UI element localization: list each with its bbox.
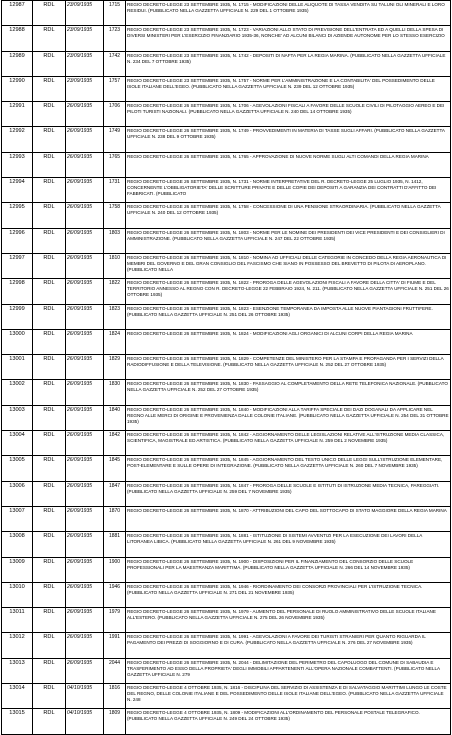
act-number: 1847 <box>104 481 126 506</box>
act-description-text: REGIO DECRETO-LEGGE 26 SETTEMBRE 1935, N. 1842 - AGGIORNAMENTO DELLE LEGISLAZIONI RELATIVE ALL'ISTRUZIONE MEDIA CLASSICA, SCIENTIFICA, MAGISTRALE ED ARTISTICA. (PUBBLICATO NELLA GAZZETTA UFFICIALE N. 259 DEL 2 NOVEMBRE 1935) <box>127 432 445 444</box>
act-date: 26/09/1935 <box>66 152 104 177</box>
act-type: RDL <box>33 506 66 531</box>
record-number: 13009 <box>2 557 33 582</box>
act-type: RDL <box>33 329 66 354</box>
act-date: 04/10/1935 <box>66 709 104 734</box>
act-number: 1822 <box>104 279 126 304</box>
record-number: 13007 <box>2 506 33 531</box>
act-type: RDL <box>33 203 66 228</box>
record-number: 12996 <box>2 228 33 253</box>
act-type: RDL <box>33 405 66 430</box>
table-row <box>2 405 451 430</box>
act-description-text: REGIO DECRETO-LEGGE 26 SETTEMBRE 1935, N. 2044 - DELIMITAZIONE DEL PERIMETRO DEL CAPOLUOGO DEL COMUNE DI SABAUDIA E TRASFERIMENTO AD ESSO DELLA PROPRIETA' DEGLI IMMOBILI APPARTENENTI ALL'OPERA NAZIONALE COMBATTENTI. (PUBBLICATO NELLA GAZZETTA UFFICIALE N. 279 <box>127 659 440 677</box>
act-description-text: REGIO DECRETO-LEGGE 26 SETTEMBRE 1935, N. 1824 - MODIFICAZIONI AGLI ORGANICI DI ALCUNI CORPI DELLA REGIA MARINA <box>127 330 413 336</box>
record-number: 13000 <box>2 329 33 354</box>
act-description-text: REGIO DECRETO-LEGGE 23 SETTEMBRE 1935, N. 1723 - VARIAZIONI ALLO STATO DI PREVISIONE DELL'ENTRATA ED A QUELLI DELLA SPESA DI DIVERSI MINISTERI PER L'ESERCIZIO FINANZIARIO 1935-36, NONCHE' AD ALCUNI BILANCI DI AZIENDE AUTONOME PER LO STESSO ESERCIZIO <box>127 27 445 39</box>
act-description <box>126 1 451 26</box>
act-date: 26/09/1935 <box>66 127 104 152</box>
act-description <box>126 582 451 607</box>
record-number: 13004 <box>2 431 33 456</box>
table-row <box>2 253 451 278</box>
act-date: 26/09/1935 <box>66 532 104 557</box>
act-date: 26/09/1935 <box>66 329 104 354</box>
table-row <box>2 1 451 26</box>
act-number: 1823 <box>104 304 126 329</box>
act-date: 26/09/1935 <box>66 279 104 304</box>
table-row <box>2 380 451 405</box>
act-number: 1715 <box>104 1 126 26</box>
act-description <box>126 127 451 152</box>
record-number: 13014 <box>2 684 33 709</box>
act-date: 23/09/1935 <box>66 1 104 26</box>
act-number: 1706 <box>104 102 126 127</box>
act-type: RDL <box>33 481 66 506</box>
act-type: RDL <box>33 51 66 76</box>
record-number: 12989 <box>2 51 33 76</box>
act-description-text: REGIO DECRETO-LEGGE 26 SETTEMBRE 1935, N. 1881 - ISTITUZIONE DI SISTEMI AVVENTIZI PER LA ESECUZIONE DEI LAVORI DELLA LITORANEA LIBICA. (PUBBLICATO NELLA GAZZETTA UFFICIALE N. 261 DEL 9 NOVEMBRE 1935) <box>127 533 423 545</box>
record-number: 13005 <box>2 456 33 481</box>
record-number: 13011 <box>2 608 33 633</box>
table-row <box>2 456 451 481</box>
record-number: 12987 <box>2 1 33 26</box>
act-type: RDL <box>33 633 66 658</box>
act-description <box>126 329 451 354</box>
act-date: 26/09/1935 <box>66 228 104 253</box>
act-description-text: REGIO DECRETO-LEGGE 26 SETTEMBRE 1935, N. 1803 - NORME PER LE NOMINE DEI PRESIDENTI DEI VICE PRESIDENTI E DEI CONSIGLIERI DI AMMINISTRAZIONE. (PUBBLICATO NELLA GAZZETTA UFFICIALE N. 247 DEL 22 OTTOBRE 1935) <box>127 229 445 241</box>
table-row <box>2 355 451 380</box>
act-type: RDL <box>33 380 66 405</box>
record-number: 13010 <box>2 582 33 607</box>
act-number: 1723 <box>104 26 126 51</box>
act-date: 23/09/1935 <box>66 26 104 51</box>
act-type: RDL <box>33 684 66 709</box>
act-date: 26/09/1935 <box>66 608 104 633</box>
table-row <box>2 76 451 101</box>
act-description <box>126 481 451 506</box>
act-date: 23/09/1935 <box>66 76 104 101</box>
act-description <box>126 76 451 101</box>
act-description-text: REGIO DECRETO-LEGGE 23 SETTEMBRE 1935, N. 1715 - MODIFICAZIONI DELLE ALIQUOTE DI TASSA VENDITA SU TALUNI OLI MINERALI E LORO RESIDUI. (PUBBLICATO NELLA GAZZETTA UFFICIALE N. 229 DEL 1 OTTOBRE 1935) <box>127 2 445 13</box>
act-description-text: REGIO DECRETO-LEGGE 26 SETTEMBRE 1935, N. 1991 - AGEVOLAZIONI A FAVORE DEI TURISTI STRANIERI PER QUANTO RIGUARDA IL PAGAMENTO DEI PREZZI DI SOGGIORNO E DI CURA. (PUBBLICATO NELLA GAZZETTA UFFICIALE N. 276 DEL 27 NOVEMBRE 1935) <box>127 634 426 646</box>
act-type: RDL <box>33 178 66 203</box>
record-number: 12999 <box>2 304 33 329</box>
record-number: 12997 <box>2 253 33 278</box>
act-description <box>126 506 451 531</box>
record-number: 13006 <box>2 481 33 506</box>
act-type: RDL <box>33 532 66 557</box>
act-description-text: REGIO DECRETO-LEGGE 26 SETTEMBRE 1935, N. 1847 - PROROGA DELLE SCUOLE E ISTITUTI DI ISTRUZIONE MEDIA TECNICA, PAREGGIATI. (PUBBLICATO NELLA GAZZETTA UFFICIALE N. 259 DEL 7 NOVEMBRE 1935) <box>127 482 440 494</box>
act-number: 1816 <box>104 684 126 709</box>
act-description-text: REGIO DECRETO-LEGGE 26 SETTEMBRE 1935, N. 1900 - DISPOSIZIONI PER IL FINANZIAMENTO DEL CONSORZIO DELLE SCUOLE PROFESSIONALI PER LA MAESTRANZA MARITTIMA. (PUBBLICATO NELLA GAZZETTA UFFICIALE N. 266 DEL 14 NOVEMBRE 1935) <box>127 558 414 570</box>
table-row <box>2 203 451 228</box>
act-number: 1991 <box>104 633 126 658</box>
record-number: 12988 <box>2 26 33 51</box>
table-row <box>2 557 451 582</box>
table-row <box>2 658 451 683</box>
act-type: RDL <box>33 557 66 582</box>
act-date: 26/09/1935 <box>66 456 104 481</box>
act-type: RDL <box>33 279 66 304</box>
table-row <box>2 26 451 51</box>
act-type: RDL <box>33 253 66 278</box>
record-number: 13008 <box>2 532 33 557</box>
record-number: 12998 <box>2 279 33 304</box>
act-description-text: REGIO DECRETO-LEGGE 4 OTTOBRE 1935, N. 1809 - MODIFICAZIONI ALL'ORDINAMENTO DEL PERSONALE POSTALE TELEGRAFICO. (PUBBLICATO NELLA GAZZETTA UFFICIALE N. 249 DEL 24 OTTOBRE 1935) <box>127 710 420 722</box>
act-number: 1824 <box>104 329 126 354</box>
act-number: 1749 <box>104 127 126 152</box>
table-row <box>2 178 451 203</box>
act-date: 26/09/1935 <box>66 633 104 658</box>
act-type: RDL <box>33 709 66 734</box>
table-row <box>2 279 451 304</box>
act-description-text: REGIO DECRETO-LEGGE 26 SETTEMBRE 1935, N. 1706 - AGEVOLAZIONI FISCALI A FAVORE DELLE SCUOLE CIVILI DI PILOTAGGIO AEREO E DEI PILOTI TURISTI NAZIONALI. (PUBBLICATO NELLA GAZZETTA UFFICIALE N. 240 DEL 14 OTTOBRE 1935) <box>127 103 445 115</box>
act-type: RDL <box>33 102 66 127</box>
act-description-text: REGIO DECRETO-LEGGE 26 SETTEMBRE 1935, N. 1822 - PROROGA DELLE AGEVOLAZIONI FISCALI A FAVORE DELLA CITTA' DI FIUME E DEL TERRITORIO ANNESSO AL REGNO CON R. DECRETO-LEGGE 22 FEBBRAIO 1924, N. 211. (PUBBLICATO NELLA GAZZETTA UFFICIALE N. 251 DEL 26 OTTOBRE 1935) <box>127 280 449 298</box>
act-type: RDL <box>33 456 66 481</box>
act-description <box>126 658 451 683</box>
act-description <box>126 228 451 253</box>
table-row <box>2 152 451 177</box>
act-description <box>126 684 451 709</box>
act-description <box>126 26 451 51</box>
act-type: RDL <box>33 355 66 380</box>
decree-register-table <box>1 0 451 735</box>
act-type: RDL <box>33 304 66 329</box>
act-number: 1900 <box>104 557 126 582</box>
act-description-text: REGIO DECRETO-LEGGE 26 SETTEMBRE 1935, N. 1845 - AGGIORNAMENTO DEL TESTO UNICO DELLE LEGGI SULL'ISTRUZIONE ELEMENTARE, POST-ELEMENTARE E SULLE OPERE DI INTEGRAZIONE. (PUBBLICATO NELLA GAZZETTA UFFICIALE N. 260 DEL 7 NOVEMBRE 1935) <box>127 457 443 469</box>
table-row <box>2 684 451 709</box>
record-number: 13012 <box>2 633 33 658</box>
act-description-text: REGIO DECRETO-LEGGE 23 SETTEMBRE 1935, N. 1757 - NORME PER L'AMMINISTRAZIONE E LA CONTABILITA' DEL POSSEDIMENTO DELLE ISOLE ITALIANE DELL'EGEO. (PUBBLICATO NELLA GAZZETTA UFFICIALE N. 239 DEL 12 OTTOBRE 1935) <box>127 77 435 89</box>
act-description <box>126 557 451 582</box>
act-description-text: REGIO DECRETO-LEGGE 26 SETTEMBRE 1935, N. 1829 - COMPETENZE DEL MINISTERO PER LA STAMPA E PROPAGANDA PER I SERVIZI DELLA RADIODIFFUSIONE E DELLA TELEVISIONE. (PUBBLICATO NELLA GAZZETTA UFFICIALE N. 252 DEL 27 OTTOBRE 1935) <box>127 356 444 368</box>
act-number: 1757 <box>104 76 126 101</box>
act-description-text: REGIO DECRETO-LEGGE 26 SETTEMBRE 1935, N. 1840 - MODIFICAZIONI ALLA TARIFFA SPECIALE DEI DAZI DOGANALI DA APPLICARE NEL REGNO ALLE MERCI DI ORIGINE E PROVENIENZA DALLE COLONIE ITALIANE. (PUBBLICATO NELLA GAZZETTA UFFICIALE N. 254 DEL 31 OTTOBRE 1935) <box>127 406 449 424</box>
act-description-text: REGIO DECRETO-LEGGE 26 SETTEMBRE 1935, N. 1946 - RIORDINAMENTO DEI CONSORZI PROVINCIALI PER L'ISTRUZIONE TECNICA. (PUBBLICATO NELLA GAZZETTA UFFICIALE N. 271 DEL 21 NOVEMBRE 1935) <box>127 583 423 595</box>
record-number: 13001 <box>2 355 33 380</box>
act-description-text: REGIO DECRETO-LEGGE 26 SETTEMBRE 1935, N. 1749 - PROVVEDIMENTI IN MATERIA DI TASSE SUGLI AFFARI. (PUBBLICATO NELLA GAZZETTA UFFICIALE N. 238 DEL 9 OTTOBRE 1935) <box>127 128 445 140</box>
act-description <box>126 304 451 329</box>
act-date: 26/09/1935 <box>66 304 104 329</box>
act-date: 26/09/1935 <box>66 431 104 456</box>
act-number: 1840 <box>104 405 126 430</box>
act-number: 1809 <box>104 709 126 734</box>
act-number: 2044 <box>104 658 126 683</box>
record-number: 12992 <box>2 127 33 152</box>
act-type: RDL <box>33 76 66 101</box>
record-number: 13013 <box>2 658 33 683</box>
act-description-text: REGIO DECRETO-LEGGE 26 SETTEMBRE 1935, N. 1830 - PASSAGGIO AL COMPLETAMENTO DELLA RETE TELEFONICA NAZIONALE. (PUBBLICATO NELLA GAZZETTA UFFICIALE N. 252 DEL 27 OTTOBRE 1935) <box>127 381 448 393</box>
record-number: 13002 <box>2 380 33 405</box>
decree-rows <box>2 1 451 735</box>
act-date: 26/09/1935 <box>66 253 104 278</box>
act-description <box>126 253 451 278</box>
act-number: 1742 <box>104 51 126 76</box>
table-row <box>2 582 451 607</box>
act-description <box>126 203 451 228</box>
act-date: 26/09/1935 <box>66 355 104 380</box>
act-date: 26/09/1935 <box>66 178 104 203</box>
act-description-text: REGIO DECRETO-LEGGE 26 SETTEMBRE 1935, N. 1765 - APPROVAZIONE DI NUOVE NORME SUGLI ALTI COMANDI DELLA REGIA MARINA <box>127 153 429 159</box>
record-number: 12990 <box>2 76 33 101</box>
table-row <box>2 506 451 531</box>
act-number: 1765 <box>104 152 126 177</box>
act-description-text: REGIO DECRETO-LEGGE 26 SETTEMBRE 1935, N. 1758 - CONCESSIONE DI UNA PENSIONE STRAORDINARIA. (PUBBLICATO NELLA GAZZETTA UFFICIALE N. 240 DEL 12 OTTOBRE 1935) <box>127 204 441 216</box>
act-date: 26/09/1935 <box>66 405 104 430</box>
act-description-text: REGIO DECRETO-LEGGE 4 OTTOBRE 1935, N. 1816 - DISCIPLINA DEL SERVIZIO DI ASSISTENZA E DI SALVATAGGIO MARITTIMI LUNGO LE COSTE DEL REGNO, DELLE COLONIE ITALIANE E DEL POSSEDIMENTO DELLE ISOLE ITALIANE DELL'EGEO. (PUBBLICATO NELLA GAZZETTA UFFICIALE N. 248 <box>127 685 447 703</box>
act-date: 26/09/1935 <box>66 506 104 531</box>
act-type: RDL <box>33 658 66 683</box>
act-description <box>126 152 451 177</box>
table-row <box>2 608 451 633</box>
act-type: RDL <box>33 1 66 26</box>
act-type: RDL <box>33 26 66 51</box>
act-number: 1842 <box>104 431 126 456</box>
act-description <box>126 279 451 304</box>
act-type: RDL <box>33 127 66 152</box>
table-row <box>2 481 451 506</box>
record-number: 12995 <box>2 203 33 228</box>
table-row <box>2 329 451 354</box>
act-date: 26/09/1935 <box>66 102 104 127</box>
table-row <box>2 102 451 127</box>
table-row <box>2 709 451 734</box>
record-number: 13015 <box>2 709 33 734</box>
act-description <box>126 51 451 76</box>
act-number: 1881 <box>104 532 126 557</box>
act-description <box>126 633 451 658</box>
act-date: 26/09/1935 <box>66 557 104 582</box>
act-description <box>126 355 451 380</box>
act-description <box>126 431 451 456</box>
record-number: 12991 <box>2 102 33 127</box>
act-number: 1870 <box>104 506 126 531</box>
act-description <box>126 456 451 481</box>
table-row <box>2 304 451 329</box>
act-date: 23/09/1935 <box>66 51 104 76</box>
act-number: 1829 <box>104 355 126 380</box>
table-row <box>2 431 451 456</box>
act-date: 26/09/1935 <box>66 481 104 506</box>
act-description <box>126 178 451 203</box>
act-date: 04/10/1935 <box>66 684 104 709</box>
act-number: 1845 <box>104 456 126 481</box>
act-number: 1810 <box>104 253 126 278</box>
act-description-text: REGIO DECRETO-LEGGE 26 SETTEMBRE 1935, N. 1979 - AUMENTO DEL PERSONALE DI RUOLO AMMINISTRATIVO DELLE SCUOLE ITALIANE ALL'ESTERO. (PUBBLICATO NELLA GAZZETTA UFFICIALE N. 275 DEL 26 NOVEMBRE 1935) <box>127 609 436 621</box>
record-number: 12993 <box>2 152 33 177</box>
act-date: 26/09/1935 <box>66 658 104 683</box>
act-description <box>126 405 451 430</box>
act-type: RDL <box>33 152 66 177</box>
table-row <box>2 127 451 152</box>
act-date: 26/09/1935 <box>66 582 104 607</box>
act-description <box>126 709 451 734</box>
act-description <box>126 532 451 557</box>
act-description-text: REGIO DECRETO-LEGGE 23 SETTEMBRE 1935, N. 1742 - DEPOSITI DI NAFTA PER LA REGIA MARINA. (PUBBLICATO NELLA GAZZETTA UFFICIALE N. 234 DEL 7 OTTOBRE 1935) <box>127 52 446 64</box>
act-number: 1830 <box>104 380 126 405</box>
act-description-text: REGIO DECRETO-LEGGE 26 SETTEMBRE 1935, N. 1810 - NOMINA AD UFFICIALI DELLE CATEGORIE IN CONCEDO DELLA REGIA AERONAUTICA DI MEMBRI DEL GOVERNO E DEL GRAN CONSIGLIO DEL FASCISMO CHE SIANO IN POSSESSO DEL BREVETTO DI PILOTA DI AEROPLANO. (PUBBLICATO NELLA <box>127 254 447 272</box>
act-number: 1946 <box>104 582 126 607</box>
table-row <box>2 228 451 253</box>
act-description-text: REGIO DECRETO-LEGGE 26 SETTEMBRE 1935, N. 1731 - NORME INTERPRETATIVE DEL R. DECRETO-LEGGE 25 LUGLIO 1935, N. 1412, CONCERNENTE L'OBBLIGATORIETA' DELLE SCRITTURE PRIVATE E DELLE COPIE DEI DEPOSITI A GARANZIA DEI CONTRATTI D'AFFITTO DEI FABBRICATI. (PUBBLICATO <box>127 179 437 197</box>
act-date: 26/09/1935 <box>66 380 104 405</box>
act-description-text: REGIO DECRETO-LEGGE 26 SETTEMBRE 1935, N. 1870 - ATTRIBUZIONI DEL CAPO DEL SOTTOCAPO DI STATO MAGGIORE DELLA REGIA MARINA <box>127 507 447 513</box>
act-date: 26/09/1935 <box>66 203 104 228</box>
act-type: RDL <box>33 431 66 456</box>
act-type: RDL <box>33 582 66 607</box>
act-number: 1758 <box>104 203 126 228</box>
act-description <box>126 608 451 633</box>
act-description-text: REGIO DECRETO-LEGGE 26 SETTEMBRE 1935, N. 1823 - ESENZIONE TEMPORANEA DA IMPOSTA ALLE NUOVE PIANTAGIONI FRUTTIFERE. (PUBBLICATO NELLA GAZZETTA UFFICIALE N. 251 DEL 26 OTTOBRE 1935) <box>127 305 433 317</box>
act-description <box>126 380 451 405</box>
act-number: 1731 <box>104 178 126 203</box>
act-type: RDL <box>33 608 66 633</box>
record-number: 12994 <box>2 178 33 203</box>
act-type: RDL <box>33 228 66 253</box>
table-row <box>2 633 451 658</box>
table-row <box>2 532 451 557</box>
table-row <box>2 51 451 76</box>
act-number: 1803 <box>104 228 126 253</box>
record-number: 13003 <box>2 405 33 430</box>
act-description <box>126 102 451 127</box>
act-number: 1979 <box>104 608 126 633</box>
